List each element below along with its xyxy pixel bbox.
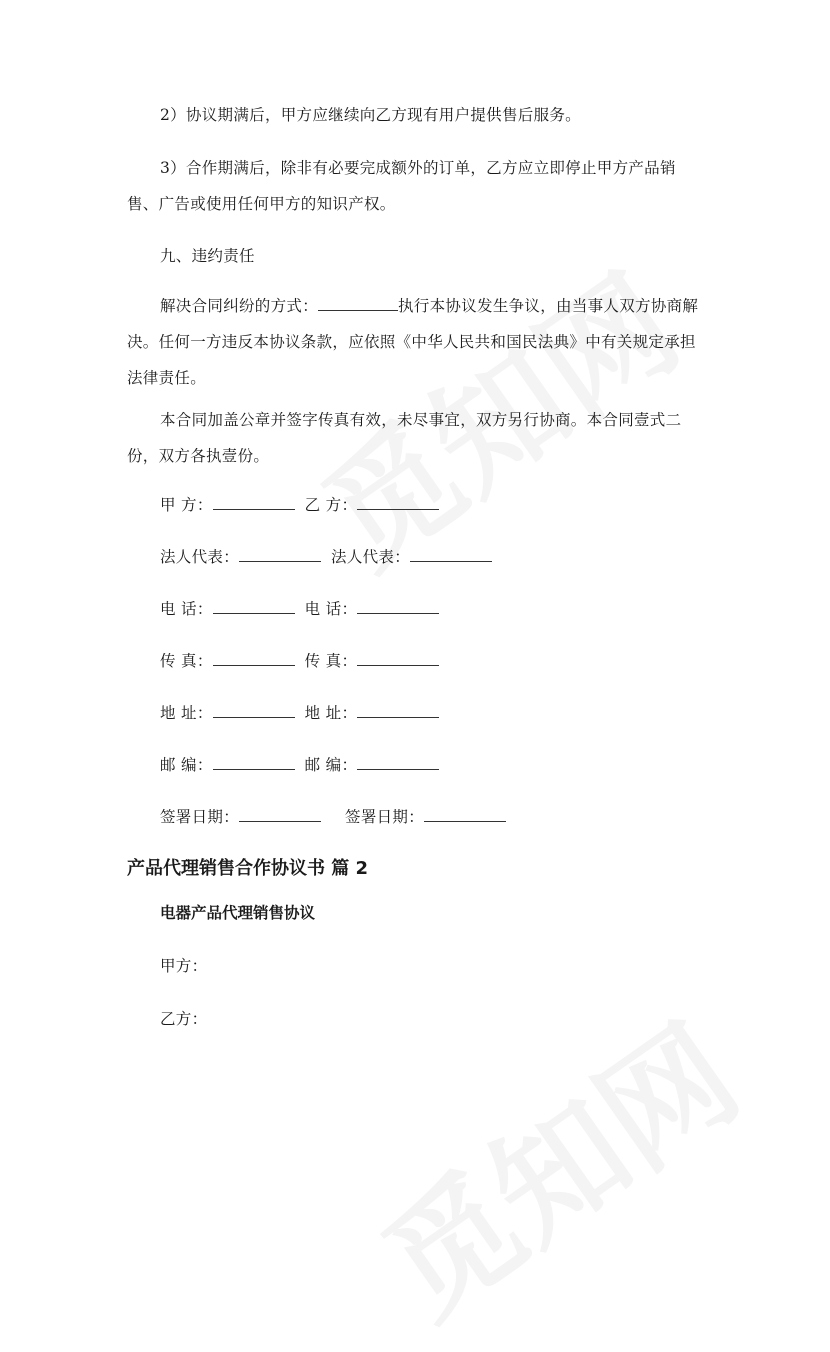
- fax-b-blank: [357, 650, 439, 666]
- date-b-label: 签署日期：: [345, 808, 425, 826]
- postcode-b-blank: [357, 754, 439, 770]
- signature-row-legal-rep: [160, 546, 492, 568]
- postcode-b-label: 邮 编：: [304, 756, 358, 774]
- date-a-blank: [239, 806, 321, 822]
- fax-b-label: 传 真：: [304, 652, 358, 670]
- party-a-label: 甲 方：: [160, 496, 213, 514]
- section-title: 产品代理销售合作协议书 篇 2: [127, 858, 369, 879]
- signature-row-fax: [160, 650, 439, 672]
- legal-rep-b-label: 法人代表：: [331, 548, 411, 566]
- phone-b-blank: [357, 598, 439, 614]
- dispute-text: 执行本协议发生争议，由当事人双方协商解决。任何一方违反本协议条款，应依照《中华人民共和国民法典》中有关规定承担法律责任。: [127, 297, 699, 387]
- fax-a-label: 传 真：: [160, 652, 213, 670]
- signature-row-party: [160, 494, 439, 516]
- address-a-blank: [213, 702, 295, 718]
- address-b-blank: [357, 702, 439, 718]
- agreement-subtitle: 电器产品代理销售协议: [160, 904, 316, 922]
- party-b-blank: [357, 494, 439, 510]
- party-b-label: 乙 方：: [304, 496, 358, 514]
- signature-row-phone: [160, 598, 439, 620]
- postcode-a-label: 邮 编：: [160, 756, 213, 774]
- phone-b-label: 电 话：: [304, 600, 358, 618]
- signature-row-postcode: [160, 754, 439, 776]
- section2-party-a: 甲方：: [160, 957, 208, 975]
- signature-row-date: [160, 806, 506, 828]
- dispute-label: 解决合同纠纷的方式：: [160, 297, 319, 315]
- party-a-blank: [213, 494, 295, 510]
- paragraph-after-sales: 2）协议期满后，甲方应继续向乙方现有用户提供售后服务。: [160, 106, 581, 124]
- dispute-blank: [318, 295, 398, 311]
- date-a-label: 签署日期：: [160, 808, 240, 826]
- address-a-label: 地 址：: [160, 704, 213, 722]
- section-heading-liability: 九、违约责任: [160, 247, 255, 265]
- legal-rep-a-blank: [239, 546, 321, 562]
- section2-party-b: 乙方：: [160, 1010, 208, 1028]
- address-b-label: 地 址：: [304, 704, 358, 722]
- paragraph-validity: 本合同加盖公章并签字传真有效，未尽事宜，双方另行协商。本合同壹式二份，双方各执壹份。: [127, 411, 682, 465]
- paragraph-termination: 3）合作期满后，除非有必要完成额外的订单，乙方应立即停止甲方产品销售、广告或使用任何甲方的知识产权。: [127, 159, 676, 213]
- paragraph-dispute: [127, 288, 702, 396]
- legal-rep-b-blank: [410, 546, 492, 562]
- postcode-a-blank: [213, 754, 295, 770]
- phone-a-blank: [213, 598, 295, 614]
- signature-row-address: [160, 702, 439, 724]
- phone-a-label: 电 话：: [160, 600, 213, 618]
- legal-rep-a-label: 法人代表：: [160, 548, 240, 566]
- watermark-bottom: [342, 975, 769, 1352]
- date-b-blank: [424, 806, 506, 822]
- fax-a-blank: [213, 650, 295, 666]
